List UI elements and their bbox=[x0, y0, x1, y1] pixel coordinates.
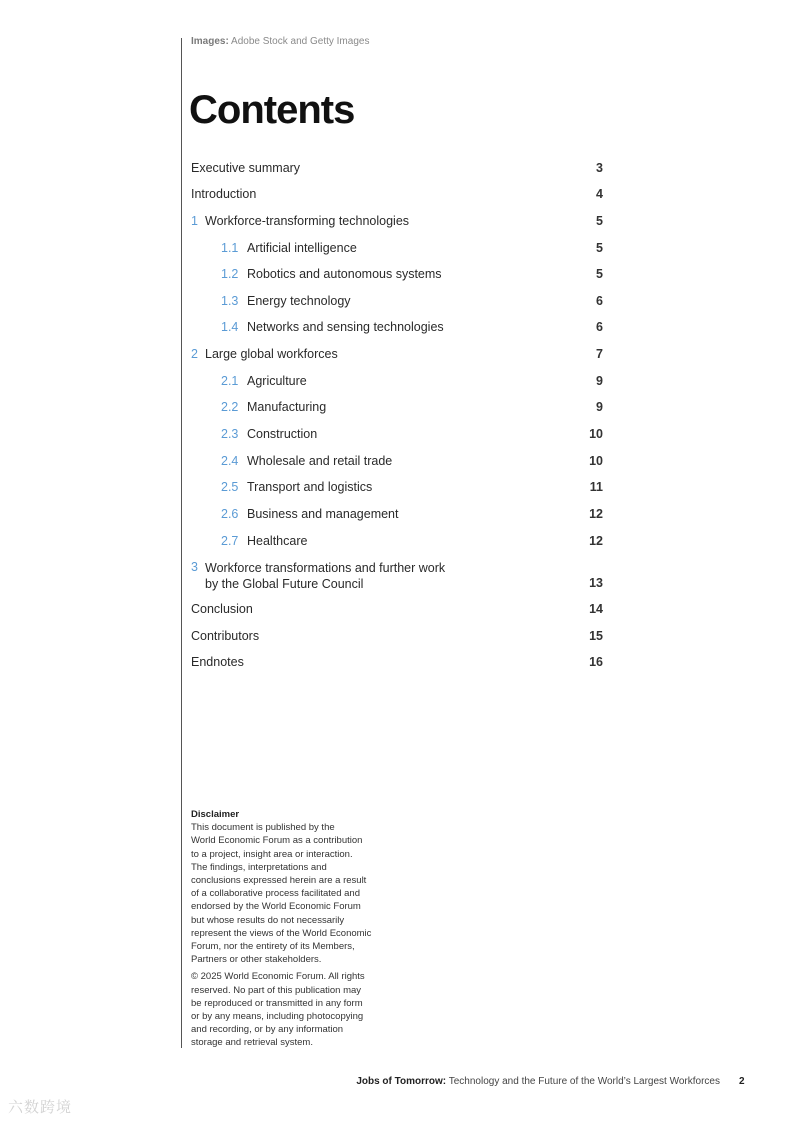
toc-entry[interactable] bbox=[191, 534, 603, 560]
toc-entry[interactable] bbox=[191, 294, 603, 320]
toc-entry-label: Transport and logistics bbox=[247, 480, 373, 494]
toc-entry-label: Construction bbox=[247, 427, 318, 441]
toc-entry-label: Networks and sensing technologies bbox=[247, 320, 444, 334]
toc-entry-label: Manufacturing bbox=[247, 400, 327, 414]
toc-entry[interactable] bbox=[191, 161, 603, 187]
toc-entry-number: 1.3 bbox=[221, 294, 239, 308]
footer-title-text: Technology and the Future of the World’s Largest Workforces bbox=[448, 1076, 720, 1087]
toc-entry-page: 5 bbox=[596, 214, 603, 228]
page-number: 2 bbox=[739, 1076, 745, 1087]
toc-entry-number: 2.7 bbox=[221, 534, 239, 548]
disclaimer-paragraph-2: © 2025 World Economic Forum. All rights reserved. No part of this publication may be reproduced or transmitted in any form or by any means, including photocopying and recording, or by any information storage and retrieval system. bbox=[191, 971, 365, 1049]
toc-entry-page: 6 bbox=[596, 294, 603, 308]
toc-entry-label: Healthcare bbox=[247, 534, 308, 548]
toc-entry[interactable] bbox=[191, 480, 603, 506]
toc-entry-page: 9 bbox=[596, 374, 603, 388]
toc-entry-label: Executive summary bbox=[191, 161, 301, 175]
toc-entry-number: 1.1 bbox=[221, 241, 239, 255]
toc-entry-page: 15 bbox=[589, 629, 603, 643]
toc-entry-number: 1.2 bbox=[221, 267, 239, 281]
toc-entry[interactable] bbox=[191, 454, 603, 480]
toc-entry-page: 12 bbox=[589, 507, 603, 521]
toc-entry-label: Energy technology bbox=[247, 294, 351, 308]
toc-entry-label: Robotics and autonomous systems bbox=[247, 267, 442, 281]
toc-entry[interactable] bbox=[191, 187, 603, 213]
toc-entry[interactable] bbox=[191, 655, 603, 681]
toc-entry-page: 9 bbox=[596, 400, 603, 414]
watermark-text: 六数跨境 bbox=[8, 1099, 73, 1116]
toc-entry-page: 5 bbox=[596, 241, 603, 255]
toc-entry[interactable] bbox=[191, 629, 603, 655]
toc-entry[interactable] bbox=[191, 507, 603, 533]
toc-entry[interactable] bbox=[191, 241, 603, 267]
toc-entry-page: 4 bbox=[596, 187, 603, 201]
toc-entry-label: Large global workforces bbox=[205, 347, 338, 361]
toc-entry[interactable] bbox=[191, 347, 603, 373]
toc-entry-page: 11 bbox=[589, 480, 603, 494]
toc-entry[interactable] bbox=[191, 602, 603, 628]
toc-entry-number: 2.6 bbox=[221, 507, 239, 521]
footer-running-title bbox=[356, 1076, 720, 1087]
toc-entry[interactable] bbox=[191, 374, 603, 400]
toc-entry-label: Business and management bbox=[247, 507, 399, 521]
toc-entry-number: 2.4 bbox=[221, 454, 239, 468]
page-title: Contents bbox=[189, 88, 355, 132]
toc-entry-page: 7 bbox=[596, 347, 603, 361]
toc-entry-page: 14 bbox=[589, 602, 603, 616]
toc-entry[interactable] bbox=[191, 400, 603, 426]
toc-entry-label: Workforce-transforming technologies bbox=[205, 214, 410, 228]
toc-entry-number: 1.4 bbox=[221, 320, 239, 334]
footer-title-bold: Jobs of Tomorrow: bbox=[356, 1076, 447, 1087]
toc-entry-page: 10 bbox=[589, 454, 603, 468]
toc-entry-page: 6 bbox=[596, 320, 603, 334]
toc-entry-number: 2.5 bbox=[221, 480, 239, 494]
toc-entry-label: Contributors bbox=[191, 629, 260, 643]
toc-entry-page: 12 bbox=[589, 534, 603, 548]
toc-entry-number: 3 bbox=[191, 560, 198, 574]
toc-entry-label: Artificial intelligence bbox=[247, 241, 357, 255]
toc-entry[interactable] bbox=[191, 560, 603, 591]
toc-entry-label: Agriculture bbox=[247, 374, 307, 388]
image-credit-label: Images: bbox=[191, 36, 229, 47]
toc-entry[interactable] bbox=[191, 320, 603, 346]
toc-entry-page: 10 bbox=[589, 427, 603, 441]
toc-entry[interactable] bbox=[191, 267, 603, 293]
disclaimer-heading: Disclaimer bbox=[191, 809, 240, 820]
toc-entry-number: 2.1 bbox=[221, 374, 239, 388]
disclaimer bbox=[191, 808, 386, 1050]
disclaimer-paragraph-1: This document is published by the World Economic Forum as a contribution to a project, insight area or interaction. The findings, interpretations and conclusions expressed herein are a result of a collaborative process facilitated and endorsed by the World Economic Forum but whose results do not necessarily represent the views of the World Economic Forum, nor the entirety of its Members, Partners or other stakeholders. bbox=[191, 822, 372, 966]
toc-entry-number: 1 bbox=[191, 214, 198, 228]
toc-entry[interactable] bbox=[191, 427, 603, 453]
image-credit-text: Adobe Stock and Getty Images bbox=[231, 36, 370, 47]
toc-entry-number: 2.3 bbox=[221, 427, 239, 441]
toc-entry-page: 3 bbox=[596, 161, 603, 175]
image-credit bbox=[191, 36, 369, 47]
toc-entry-label: Introduction bbox=[191, 187, 257, 201]
toc-entry-label: Wholesale and retail trade bbox=[247, 454, 393, 468]
toc-entry-label: Workforce transformations and further work by the Global Future Council bbox=[205, 561, 446, 591]
toc-entry-page: 5 bbox=[596, 267, 603, 281]
toc-entry[interactable] bbox=[191, 214, 603, 240]
toc-entry-page: 16 bbox=[589, 655, 603, 669]
margin-rule bbox=[181, 38, 182, 1048]
toc-entry-label: Conclusion bbox=[191, 602, 253, 616]
toc-entry-label: Endnotes bbox=[191, 655, 244, 669]
toc-entry-number: 2 bbox=[191, 347, 198, 361]
toc-entry-number: 2.2 bbox=[221, 400, 239, 414]
toc-entry-page: 13 bbox=[589, 576, 603, 590]
